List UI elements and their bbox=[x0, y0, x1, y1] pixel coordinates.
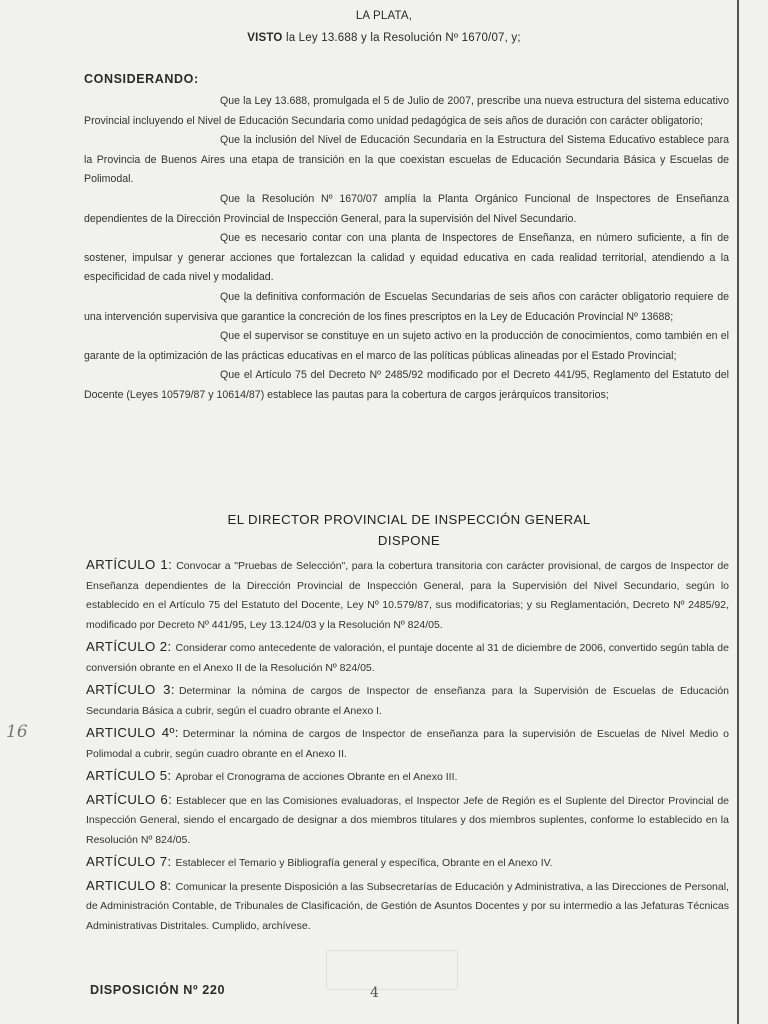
title-authority: EL DIRECTOR PROVINCIAL DE INSPECCIÓN GENERAL bbox=[227, 512, 591, 527]
article-item bbox=[86, 852, 729, 874]
disposition-number: DISPOSICIÓN Nº 220 bbox=[90, 983, 226, 997]
disposition-title bbox=[0, 509, 768, 551]
article-text: Establecer que en las Comisiones evaluadoras, el Inspector Jefe de Región es el Suplente del Director Provincial de Inspección General, siendo el encargado de designar a dos miembros titulares y dos miembros suplentes, conforme lo establecido en la Resolución Nº 824/05. bbox=[86, 794, 729, 846]
considerando-body bbox=[84, 92, 729, 406]
visto-line bbox=[0, 32, 768, 44]
article-item bbox=[86, 680, 729, 721]
considerando-paragraph: Que la inclusión del Nivel de Educación Secundaria en la Estructura del Sistema Educativo establece para la Provincia de Buenos Aires una etapa de transición en la que coexistan escuelas de Educación Secundaria Básica y Escuelas de Polimodal. bbox=[84, 134, 729, 186]
considerando-paragraph: Que la definitiva conformación de Escuelas Secundarias de seis años con carácter obligatorio requiere de una intervención supervisiva que garantice la concreción de los fines prescriptos en la Ley de Educación Provincial Nº 13688; bbox=[84, 290, 729, 323]
considerando-paragraph: Que la Ley 13.688, promulgada el 5 de Julio de 2007, prescribe una nueva estructura del sistema educativo Provincial incluyendo el Nivel de Educación Secundaria como unidad pedagógica de seis años de duración con carácter obligatorio; bbox=[84, 95, 729, 127]
considerando-paragraph: Que es necesario contar con una planta de Inspectores de Enseñanza, en número suficiente, a fin de sostener, impulsar y generar acciones que fortalezcan la calidad y equidad educativa en cada realidad territorial, atendiendo a la especificidad de cada nivel y modalidad. bbox=[84, 232, 729, 284]
city: LA PLATA, bbox=[355, 10, 413, 22]
article-text: Comunicar la presente Disposición a las Subsecretarías de Educación y Administrativa, a las Direcciones de Personal, de Administración Contable, de Tribunales de Clasificación, de Gestión de Asuntos Docentes y por su intermedio a las Jefaturas Técnicas Administrativas Distritales. Cumplido, archívese. bbox=[86, 880, 729, 932]
considerando-paragraph: Que el Artículo 75 del Decreto Nº 2485/92 modificado por el Decreto 441/95, Reglamento del Estatuto del Docente (Leyes 10579/87 y 10614/87) establece las pautas para la cobertura de cargos jerárquicos transitorios; bbox=[84, 369, 729, 401]
article-item bbox=[86, 766, 729, 788]
article-item bbox=[86, 637, 729, 678]
title-dispone: DISPONE bbox=[377, 533, 441, 548]
stamp-smudge bbox=[326, 950, 458, 990]
article-label: ARTICULO 8: bbox=[86, 877, 172, 893]
page-mark: 4 bbox=[370, 985, 379, 1001]
handwritten-margin-note: 16 bbox=[6, 722, 28, 742]
considerando-paragraph: Que el supervisor se constituye en un sujeto activo en la producción de conocimientos, como también en el garante de la optimización de las prácticas educativas en el marco de las políticas públicas alineadas por el Estado Provincial; bbox=[84, 330, 729, 362]
article-label: ARTÍCULO 3: bbox=[86, 682, 175, 697]
article-item bbox=[86, 876, 729, 937]
article-text: Convocar a "Pruebas de Selección", para la cobertura transitoria con carácter provisional, de cargos de Inspector de Enseñanza dependientes de la Dirección Provincial de Inspección General, para la Supervisión del Nivel Secundario, según lo establecido en el Artículo 75 del Estatuto del Docente, Ley Nº 10.579/87, sus modificatorias; y su Reglamentación, Decreto Nº 2485/92, modificado por Decreto Nº 441/95, Ley 13.124/03 y la Resolución Nº 824/05. bbox=[86, 560, 729, 631]
article-label: ARTÍCULO 1: bbox=[86, 557, 173, 572]
article-text: Determinar la nómina de cargos de Inspector de enseñanza para la Supervisión de Escuelas de Educación Secundaria Básica a cubrir, según el cuadro obrante el Anexo I. bbox=[86, 685, 729, 717]
article-item bbox=[86, 555, 729, 635]
considerando-heading: CONSIDERANDO: bbox=[84, 72, 199, 86]
article-label: ARTÍCULO 7: bbox=[86, 854, 172, 869]
article-text: Determinar la nómina de cargos de Inspector de enseñanza para la supervisión de Escuelas de Nivel Medio o Polimodal a cubrir, según cuadro obrante en el Anexo II. bbox=[86, 728, 730, 760]
article-label: ARTÍCULO 2: bbox=[86, 639, 172, 654]
visto-text: la Ley 13.688 y la Resolución Nº 1670/07, y; bbox=[285, 32, 521, 44]
visto-label: VISTO bbox=[247, 32, 283, 44]
article-text: Establecer el Temario y Bibliografía general y específica, Obrante en el Anexo IV. bbox=[175, 857, 553, 869]
city-line bbox=[0, 10, 768, 22]
article-text: Considerar como antecedente de valoración, el puntaje docente al 31 de diciembre de 2006, convertido según tabla de conversión obrante en el Anexo II de la Resolución Nº 824/05. bbox=[86, 642, 729, 674]
article-label: ARTÍCULO 6: bbox=[86, 791, 173, 807]
articles-list bbox=[86, 555, 729, 938]
article-label: ARTÍCULO 5: bbox=[86, 768, 172, 783]
article-item bbox=[86, 723, 729, 764]
article-label: ARTICULO 4º: bbox=[86, 725, 179, 740]
article-text: Aprobar el Cronograma de acciones Obrante en el Anexo III. bbox=[175, 771, 458, 783]
article-item bbox=[86, 790, 729, 851]
considerando-paragraph: Que la Resolución Nº 1670/07 amplía la Planta Orgánico Funcional de Inspectores de Enseñanza dependientes de la Dirección Provincial de Inspección General, para la supervisión del Nivel Secundario. bbox=[84, 192, 729, 225]
